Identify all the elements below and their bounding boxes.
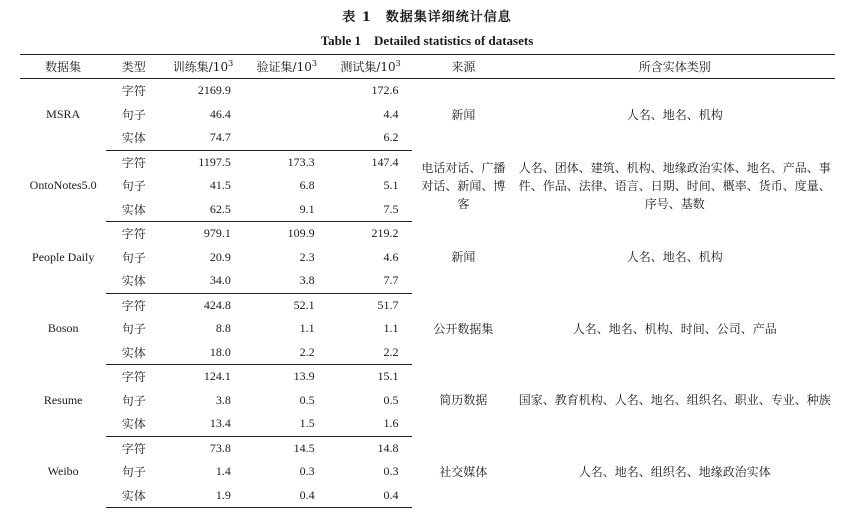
train-value: 424.8 xyxy=(203,297,231,312)
train-value: 46.4 xyxy=(209,106,231,121)
train-value: 8.8 xyxy=(215,321,231,336)
row-type: 句子 xyxy=(121,322,146,337)
row-type: 句子 xyxy=(121,250,146,265)
train-value: 34.0 xyxy=(161,269,245,293)
train-value: 2169.9 xyxy=(197,83,231,98)
row-type: 字符 xyxy=(121,84,146,99)
test-value: 0.4 xyxy=(329,484,413,508)
dataset-entity-types: 人名、地名、机构、时间、公司、产品 xyxy=(572,321,777,336)
dataset-name: People Daily xyxy=(32,249,95,264)
dataset-entity-types: 人名、地名、机构 xyxy=(626,107,723,122)
valid-value: 2.2 xyxy=(245,341,329,365)
dataset-name: MSRA xyxy=(46,107,81,121)
valid-value: 173.3 xyxy=(287,154,315,169)
test-value: 0.3 xyxy=(383,464,399,479)
row-type: 句子 xyxy=(121,393,146,408)
table-row xyxy=(20,150,835,174)
test-value: 51.7 xyxy=(377,297,399,312)
dataset-name: OntoNotes5.0 xyxy=(29,178,97,193)
table-caption-chinese: 表 1 数据集详细统计信息 xyxy=(342,10,512,25)
test-value: 2.2 xyxy=(329,341,413,365)
dataset-source: 电话对话、广播对话、新闻、博客 xyxy=(421,160,506,211)
table-row xyxy=(20,365,835,389)
valid-value: 1.1 xyxy=(299,321,315,336)
dataset-name: Boson xyxy=(47,321,79,336)
row-type: 字符 xyxy=(121,155,146,170)
valid-value: 13.9 xyxy=(293,369,315,384)
dataset-entity-types: 人名、团体、建筑、机构、地缘政治实体、地名、产品、事件、作品、法律、语言、日期、时间、概率、货币、度量、序号、基数 xyxy=(518,160,831,211)
test-value: 7.5 xyxy=(329,198,413,222)
header-type: 类型 xyxy=(106,55,161,79)
valid-value: 3.8 xyxy=(245,269,329,293)
table-body xyxy=(20,79,835,508)
header-source: 来源 xyxy=(412,55,514,79)
valid-value: 14.5 xyxy=(293,440,315,455)
header-train: 训练集$/10^3$ xyxy=(161,55,245,79)
train-value: 3.8 xyxy=(215,392,231,407)
train-value: 73.8 xyxy=(209,440,231,455)
dataset-entity-types: 国家、教育机构、人名、地名、组织名、职业、专业、种族 xyxy=(518,393,831,408)
dataset-name: Weibo xyxy=(47,464,79,479)
row-type: 句子 xyxy=(121,107,146,122)
row-type: 句子 xyxy=(121,465,146,480)
row-type: 字符 xyxy=(121,227,146,242)
train-value: 124.1 xyxy=(203,369,231,384)
train-value: 62.5 xyxy=(161,198,245,222)
valid-value xyxy=(245,103,329,127)
test-value: 5.1 xyxy=(383,178,399,193)
row-type: 字符 xyxy=(121,370,146,385)
test-value: 15.1 xyxy=(377,369,399,384)
row-type: 实体 xyxy=(106,198,161,222)
train-value: 979.1 xyxy=(203,226,231,241)
test-value: 6.2 xyxy=(329,126,413,150)
train-value: 1.4 xyxy=(215,464,231,479)
test-value: 147.4 xyxy=(371,154,399,169)
table-row xyxy=(20,79,835,103)
table-row xyxy=(20,222,835,246)
valid-value xyxy=(245,126,329,150)
valid-value: 9.1 xyxy=(245,198,329,222)
train-value: 1.9 xyxy=(161,484,245,508)
dataset-source: 新闻 xyxy=(451,107,476,122)
valid-value: 109.9 xyxy=(287,226,315,241)
header-valid: 验证集$/10^3$ xyxy=(245,55,329,79)
header-entity-types: 所含实体类别 xyxy=(514,55,835,79)
train-value: 74.7 xyxy=(161,126,245,150)
row-type: 字符 xyxy=(121,298,146,313)
valid-value: 0.4 xyxy=(245,484,329,508)
dataset-name: Resume xyxy=(43,392,83,407)
dataset-entity-types: 人名、地名、组织名、地缘政治实体 xyxy=(578,464,771,479)
test-value: 219.2 xyxy=(371,226,399,241)
table-header-row xyxy=(20,55,835,79)
table-caption-english: Table 1 Detailed statistics of datasets xyxy=(320,33,534,48)
valid-value: 6.8 xyxy=(299,178,315,193)
test-value: 4.6 xyxy=(383,249,399,264)
train-value: 13.4 xyxy=(161,412,245,436)
dataset-source: 公开数据集 xyxy=(433,321,494,336)
dataset-source: 社交媒体 xyxy=(439,464,488,479)
row-type: 实体 xyxy=(106,269,161,293)
test-value: 0.5 xyxy=(383,392,399,407)
table-row xyxy=(20,293,835,317)
valid-value: 1.5 xyxy=(245,412,329,436)
train-value: 41.5 xyxy=(209,178,231,193)
test-value: 4.4 xyxy=(383,106,399,121)
row-type: 字符 xyxy=(121,441,146,456)
valid-value: 0.3 xyxy=(299,464,315,479)
valid-value: 2.3 xyxy=(299,249,315,264)
dataset-source: 简历数据 xyxy=(439,393,488,408)
test-value: 14.8 xyxy=(377,440,399,455)
dataset-entity-types: 人名、地名、机构 xyxy=(626,250,723,265)
test-value: 1.6 xyxy=(329,412,413,436)
train-value: 1197.5 xyxy=(198,154,231,169)
row-type: 实体 xyxy=(106,341,161,365)
header-dataset: 数据集 xyxy=(20,55,106,79)
valid-value: 0.5 xyxy=(299,392,315,407)
row-type: 句子 xyxy=(121,179,146,194)
row-type: 实体 xyxy=(106,412,161,436)
test-value: 7.7 xyxy=(329,269,413,293)
train-value: 18.0 xyxy=(161,341,245,365)
table-row xyxy=(20,436,835,460)
valid-value xyxy=(245,79,329,103)
test-value: 172.6 xyxy=(371,83,399,98)
row-type: 实体 xyxy=(106,484,161,508)
test-value: 1.1 xyxy=(383,321,399,336)
row-type: 实体 xyxy=(106,126,161,150)
dataset-source: 新闻 xyxy=(451,250,476,265)
dataset-statistics-table xyxy=(20,54,835,508)
train-value: 20.9 xyxy=(209,249,231,264)
valid-value: 52.1 xyxy=(293,297,315,312)
header-test: 测试集$/10^3$ xyxy=(329,55,413,79)
